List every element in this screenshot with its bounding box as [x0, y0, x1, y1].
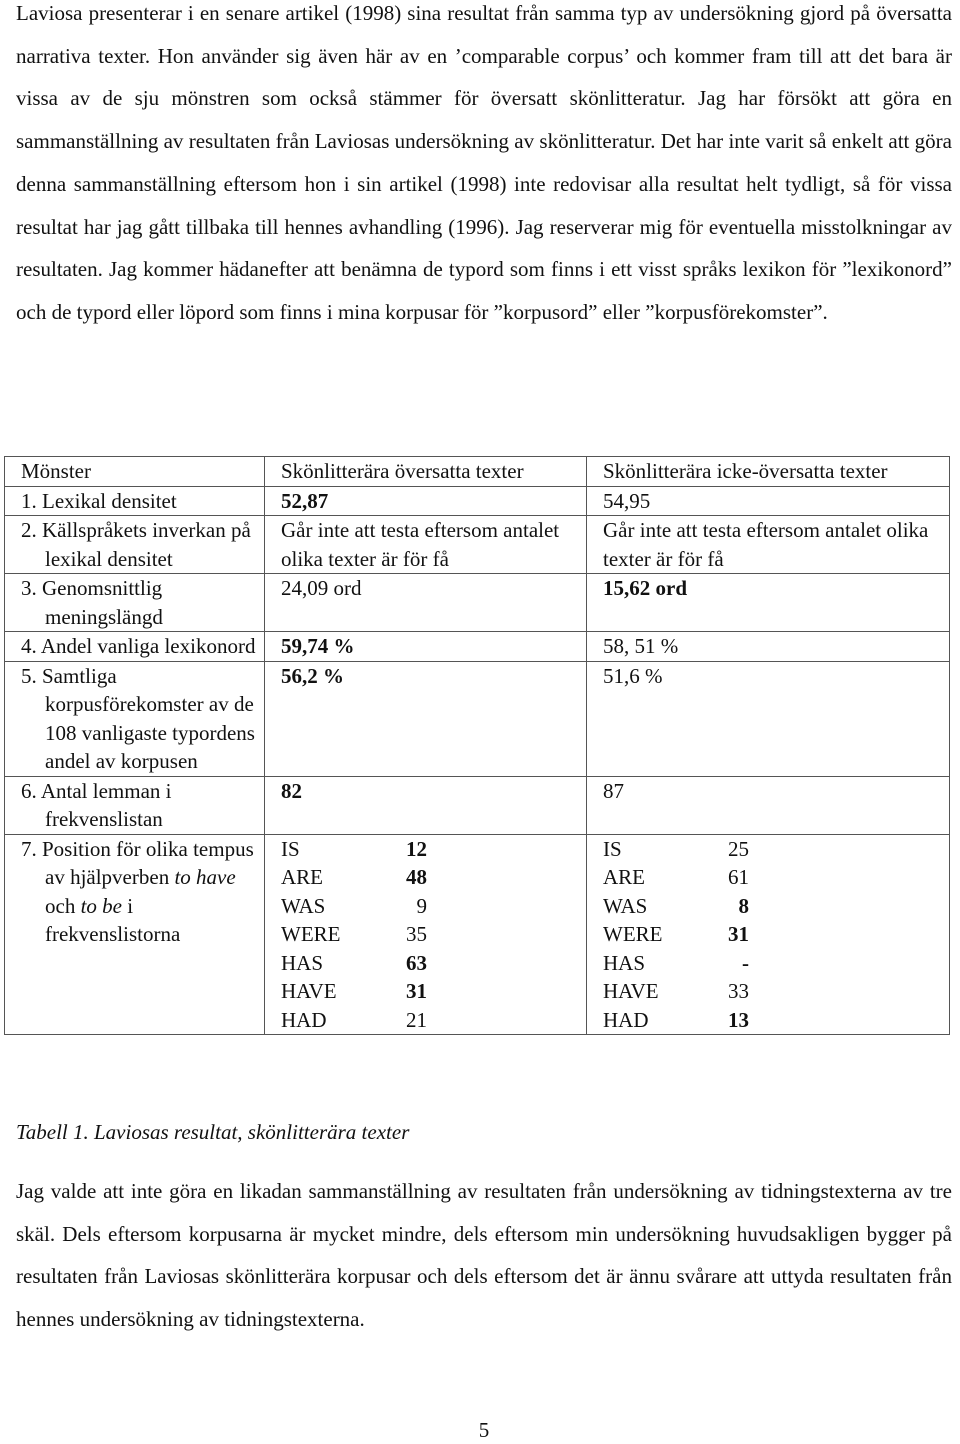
verb-position-row	[603, 892, 943, 921]
cell-non-translated: 15,62 ord	[587, 574, 950, 632]
verb-label: WAS	[603, 893, 648, 918]
verb-position: 13	[728, 1007, 749, 1032]
cell-translated: 82	[265, 776, 587, 834]
cell-translated-verbs	[265, 834, 587, 1035]
verb-label: IS	[281, 836, 300, 861]
table-row-tense	[5, 834, 950, 1035]
verb-position-row	[281, 977, 580, 1006]
verb-position-row	[603, 920, 943, 949]
verb-position: 12	[406, 836, 427, 861]
row-label: 4. Andel vanliga lexikonord	[21, 634, 256, 658]
paragraph-conclusion: Jag valde att inte göra en likadan sammanställning av resultaten från undersökning av tidningstexterna av tre skäl. Dels eftersom korpusarna är mycket mindre, dels eftersom min undersökning huvudsakligen bygger på resultaten från Laviosas skönlitterära korpusar och dels eftersom det är ännu svårare att uttyda resultaten från hennes undersökning av tidningstexterna.	[16, 1179, 952, 1332]
verb-position-row	[281, 949, 580, 978]
verb-position: 25	[728, 836, 749, 861]
verb-position-row	[281, 1006, 580, 1035]
verb-label: WAS	[281, 893, 326, 918]
row-label: 5. Samtliga korpusförekomster av de 108 vanligaste typordens andel av korpusen	[21, 663, 255, 773]
verb-position-row	[281, 892, 580, 921]
verb-label: HAD	[603, 1007, 649, 1032]
verb-position: -	[742, 950, 749, 975]
verb-label: WERE	[281, 922, 341, 946]
verb-position: 63	[406, 950, 427, 975]
verb-position: 9	[416, 893, 427, 918]
verb-label: HAS	[281, 950, 324, 975]
verb-position: 48	[406, 865, 427, 889]
cell-non-translated-verbs	[587, 834, 950, 1035]
cell-non-translated: 51,6 %	[587, 661, 950, 776]
row-label: 1. Lexikal densitet	[21, 488, 177, 513]
verb-position: 33	[728, 979, 749, 1003]
verb-label: WERE	[603, 922, 663, 946]
verb-position: 35	[406, 922, 427, 946]
row-label: 3. Genomsnittlig meningslängd	[21, 576, 163, 629]
cell-translated: Går inte att testa eftersom antalet olika texter är för få	[265, 516, 587, 574]
verb-position-row	[281, 835, 580, 864]
cell-translated: 24,09 ord	[265, 574, 587, 632]
verb-position-row	[603, 977, 943, 1006]
verb-label: HAVE	[281, 979, 337, 1003]
table-row	[5, 661, 950, 776]
row-label: 6. Antal lemman i frekvenslistan	[21, 778, 172, 831]
verb-position-row	[603, 863, 943, 892]
verb-position: 61	[728, 865, 749, 889]
paragraph-intro: Laviosa presenterar i en senare artikel (1998) sina resultat från samma typ av undersökning gjord på översatta narrativa texter. Hon använder sig även här av en ’comparable corpus’ och kommer fram till att det bara är vissa av de sju mönstren som också stämmer för översatt skönlitteratur. Jag har försökt att göra en sammanställning av resultaten från Laviosas undersökning av skönlitteratur. Det har inte varit så enkelt att göra denna sammanställning eftersom hon i sin artikel (1998) inte redovisar alla resultat helt tydligt, så för vissa resultat har jag gått tillbaka till hennes avhandling (1996). Jag reserverar mig för eventuella misstolkningar av resultaten. Jag kommer hädanefter att benämna de typord som finns i ett visst språks lexikon för ”lexikonord” och de typord eller löpord som finns i mina korpusar för ”korpusord” eller ”korpusförekomster”.	[16, 1, 952, 324]
verb-position: 31	[406, 979, 427, 1003]
verb-position-row	[603, 1006, 943, 1035]
cell-non-translated: 87	[587, 776, 950, 834]
table-caption: Tabell 1. Laviosas resultat, skönlitterära texter	[16, 1120, 410, 1144]
row-label: 7. Position för olika tempus av hjälpverben to have och to be i frekvenslistorna	[21, 836, 254, 946]
verb-label: ARE	[281, 865, 323, 889]
verb-label: IS	[603, 836, 622, 861]
cell-non-translated: 58, 51 %	[587, 632, 950, 662]
verb-label: ARE	[603, 865, 645, 889]
cell-translated: 59,74 %	[265, 632, 587, 662]
table-header-row	[5, 457, 950, 487]
verb-position: 8	[738, 893, 749, 918]
header-translated: Skönlitterära översatta texter	[265, 457, 587, 487]
cell-non-translated: Går inte att testa eftersom antalet olika texter är för få	[587, 516, 950, 574]
table-row	[5, 632, 950, 662]
results-table	[4, 456, 950, 1035]
verb-label: HAS	[603, 950, 646, 975]
cell-translated: 56,2 %	[265, 661, 587, 776]
table-row	[5, 574, 950, 632]
verb-position-row	[603, 949, 943, 978]
verb-position-row	[281, 920, 580, 949]
row-label: 2. Källspråkets inverkan på lexikal densitet	[21, 518, 251, 571]
table-row	[5, 776, 950, 834]
page-number: 5	[478, 1418, 490, 1442]
header-non-translated: Skönlitterära icke-översatta texter	[587, 457, 950, 487]
cell-translated: 52,87	[265, 486, 587, 516]
table-row	[5, 516, 950, 574]
verb-position: 31	[728, 922, 749, 946]
verb-position-row	[281, 863, 580, 892]
cell-non-translated: 54,95	[587, 486, 950, 516]
verb-label: HAD	[281, 1007, 327, 1032]
header-pattern: Mönster	[5, 457, 265, 487]
verb-position-row	[603, 835, 943, 864]
table-row	[5, 486, 950, 516]
verb-label: HAVE	[603, 979, 659, 1003]
verb-position: 21	[406, 1007, 427, 1032]
